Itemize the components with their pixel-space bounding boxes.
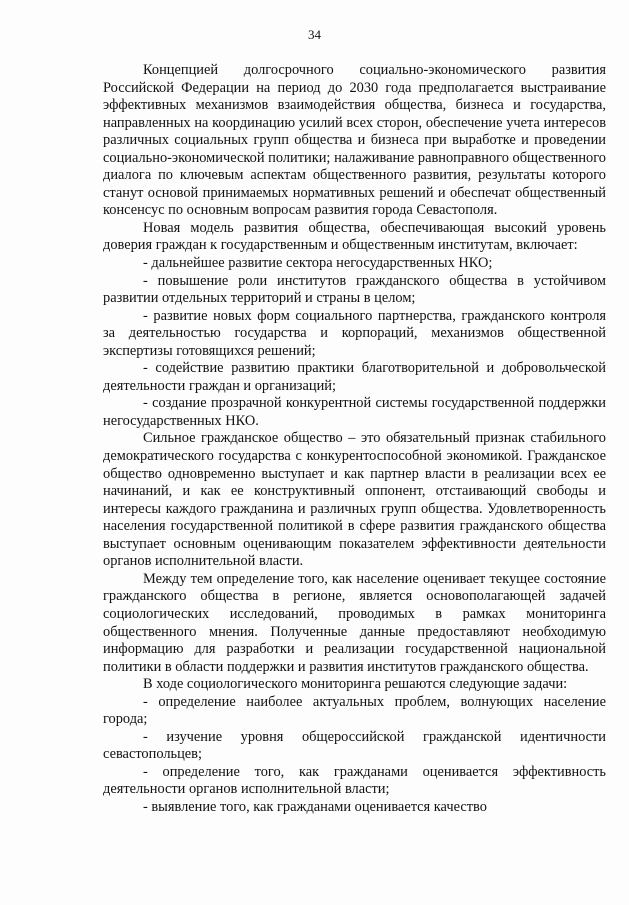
paragraph-civil-society: Сильное гражданское общество – это обязательный признак стабильного демократического государства с конкурентоспособной экономикой. Гражданское общество одновременно выступает и как партнер власти в реализации всех ее начинаний, и как ее конструктивный оппонент, отстаивающий свободы и интересы каждого гражданина и различных групп общества. Удовлетворенность населения государственной политикой в сфере развития гражданского общества выступает основным оценивающим показателем эффективности деятельности органов исполнительной власти.: [103, 430, 606, 570]
list-item: - определение того, как гражданами оценивается эффективность деятельности органов исполнительной власти;: [103, 763, 606, 798]
paragraph-tasks-intro: В ходе социологического мониторинга решаются следующие задачи:: [143, 676, 568, 693]
list-item: - изучение уровня общероссийской гражданской идентичности севастопольцев;: [103, 728, 606, 763]
list-item: - развитие новых форм социального партнерства, гражданского контроля за деятельностью государства и корпораций, механизмов общественной экспертизы готовящихся решений;: [103, 307, 606, 359]
list-item: - выявление того, как гражданами оценивается качество: [143, 798, 487, 815]
paragraph-concept: Концепцией долгосрочного социально-экономического развития Российской Федерации на период до 2030 года предполагается выстраивание эффективных механизмов взаимодействия общества, бизнеса и государства, направленных на координацию усилий всех сторон, обеспечение учета интересов различных социальных групп общества и бизнеса при выработке и проведении социально-экономической политики; налаживание равноправного общественного диалога по ключевым аспектам общественного развития, результаты которого станут основой принимаемых нормативных решений и обеспечат общественный консенсус по основным вопросам развития города Севастополя.: [103, 62, 606, 219]
document-body: [103, 62, 606, 817]
paragraph-new-model: Новая модель развития общества, обеспечивающая высокий уровень доверия граждан к государственным и общественным институтам, включает:: [103, 219, 606, 254]
paragraph-monitoring: Между тем определение того, как население оценивает текущее состояние гражданского общества в регионе, является основополагающей задачей социологических исследований, проводимых в рамках мониторинга общественного мнения. Полученные данные предоставляют необходимую информацию для разработки и реализации государственной национальной политики в области поддержки и развития институтов гражданского общества.: [103, 570, 606, 675]
list-item: - повышение роли институтов гражданского общества в устойчивом развитии отдельных территорий и страны в целом;: [103, 272, 606, 307]
page-number: 34: [308, 27, 321, 42]
list-item: - определение наиболее актуальных проблем, волнующих население города;: [103, 693, 606, 728]
list-item: - содействие развитию практики благотворительной и добровольческой деятельности граждан и организаций;: [103, 360, 606, 394]
list-item: - создание прозрачной конкурентной системы государственной поддержки негосударственных НКО.: [103, 395, 606, 429]
list-item: - дальнейшее развитие сектора негосударственных НКО;: [143, 255, 493, 272]
